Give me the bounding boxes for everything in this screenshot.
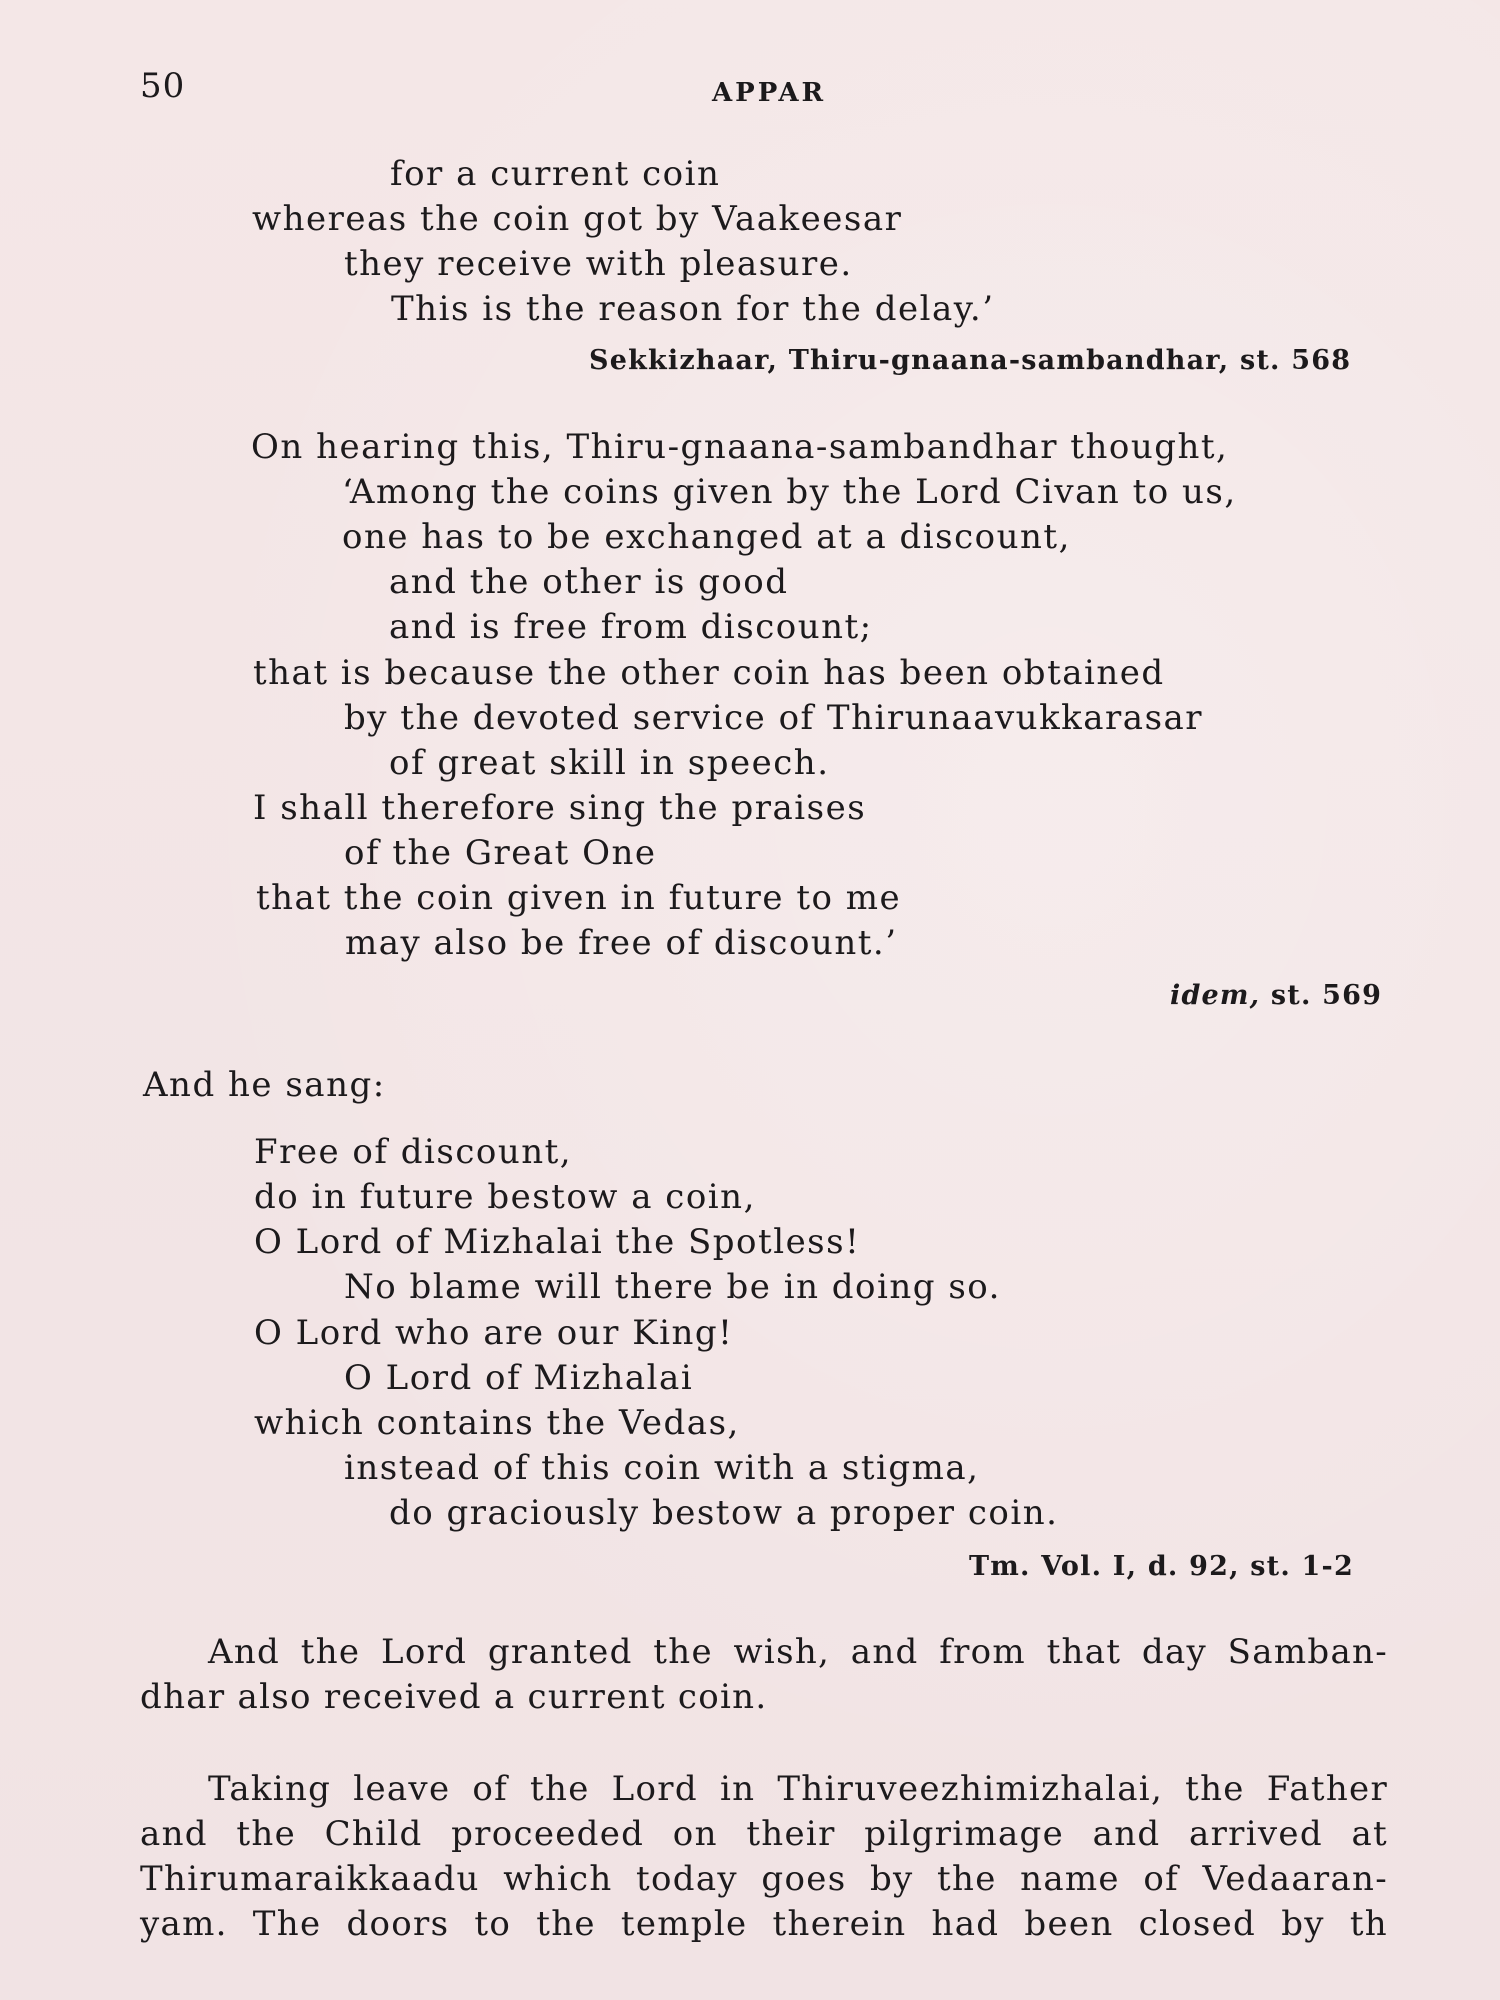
hymn-line: O Lord of Mizhalai — [344, 1358, 694, 1398]
verse-line: they receive with pleasure. — [344, 244, 853, 284]
citation-italic: idem, — [1170, 980, 1261, 1011]
verse-citation — [1170, 982, 1382, 1009]
verse-line: may also be free of discount.’ — [345, 923, 898, 963]
paragraph — [140, 1630, 1388, 1720]
verse-line: by the devoted service of Thirunaavukkarasar — [344, 698, 1204, 738]
paragraph-line: Thirumaraikkaadu which today goes by the name of Vedaaran- — [140, 1859, 1388, 1899]
paragraph-line: Taking leave of the Lord in Thiruveezhimizhalai, the Father — [208, 1769, 1388, 1809]
verse-line: and is free from discount; — [389, 607, 873, 647]
verse-line: whereas the coin got by Vaakeesar — [252, 199, 903, 239]
verse-line: for a current coin — [390, 154, 721, 194]
hymn-line: which contains the Vedas, — [254, 1403, 740, 1443]
verse-line: one has to be exchanged at a discount, — [342, 517, 1071, 557]
verse-line: of the Great One — [344, 833, 657, 873]
running-title: APPAR — [712, 78, 827, 108]
hymn-line: O Lord of Mizhalai the Spotless! — [254, 1222, 861, 1262]
verse-line: I shall therefore sing the praises — [253, 788, 867, 828]
hymn-line: No blame will there be in doing so. — [344, 1267, 1001, 1307]
verse-line: On hearing this, Thiru-gnaana-sambandhar thought, — [251, 427, 1229, 467]
paragraph — [140, 1767, 1388, 1947]
hymn-intro: And he sang: — [143, 1065, 386, 1105]
paragraph-line: yam. The doors to the temple therein had been closed by th — [140, 1904, 1388, 1944]
hymn-line: O Lord who are our King! — [254, 1313, 734, 1353]
verse-line: ‘Among the coins given by the Lord Civan to us, — [342, 472, 1237, 512]
hymn-line: instead of this coin with a stigma, — [344, 1448, 980, 1488]
paragraph-line: And the Lord granted the wish, and from that day Samban- — [208, 1632, 1388, 1672]
verse-line: of great skill in speech. — [389, 743, 830, 783]
verse-line: that is because the other coin has been obtained — [253, 653, 1165, 693]
verse-line: This is the reason for the delay.’ — [391, 289, 995, 329]
citation-rest: st. 569 — [1260, 980, 1383, 1011]
hymn-line: do in future bestow a coin, — [254, 1177, 756, 1217]
verse-citation: Sekkizhaar, Thiru-gnaana-sambandhar, st. 568 — [589, 345, 1352, 376]
paragraph-line: dhar also received a current coin. — [140, 1677, 768, 1717]
hymn-citation: Tm. Vol. I, d. 92, st. 1-2 — [969, 1551, 1354, 1582]
verse-line: that the coin given in future to me — [256, 878, 902, 918]
hymn-line: Free of discount, — [254, 1132, 573, 1172]
hymn-line: do graciously bestow a proper coin. — [389, 1493, 1059, 1533]
paragraph-line: and the Child proceeded on their pilgrimage and arrived at — [140, 1814, 1388, 1854]
page-number: 50 — [140, 66, 186, 106]
verse-line: and the other is good — [389, 562, 789, 602]
